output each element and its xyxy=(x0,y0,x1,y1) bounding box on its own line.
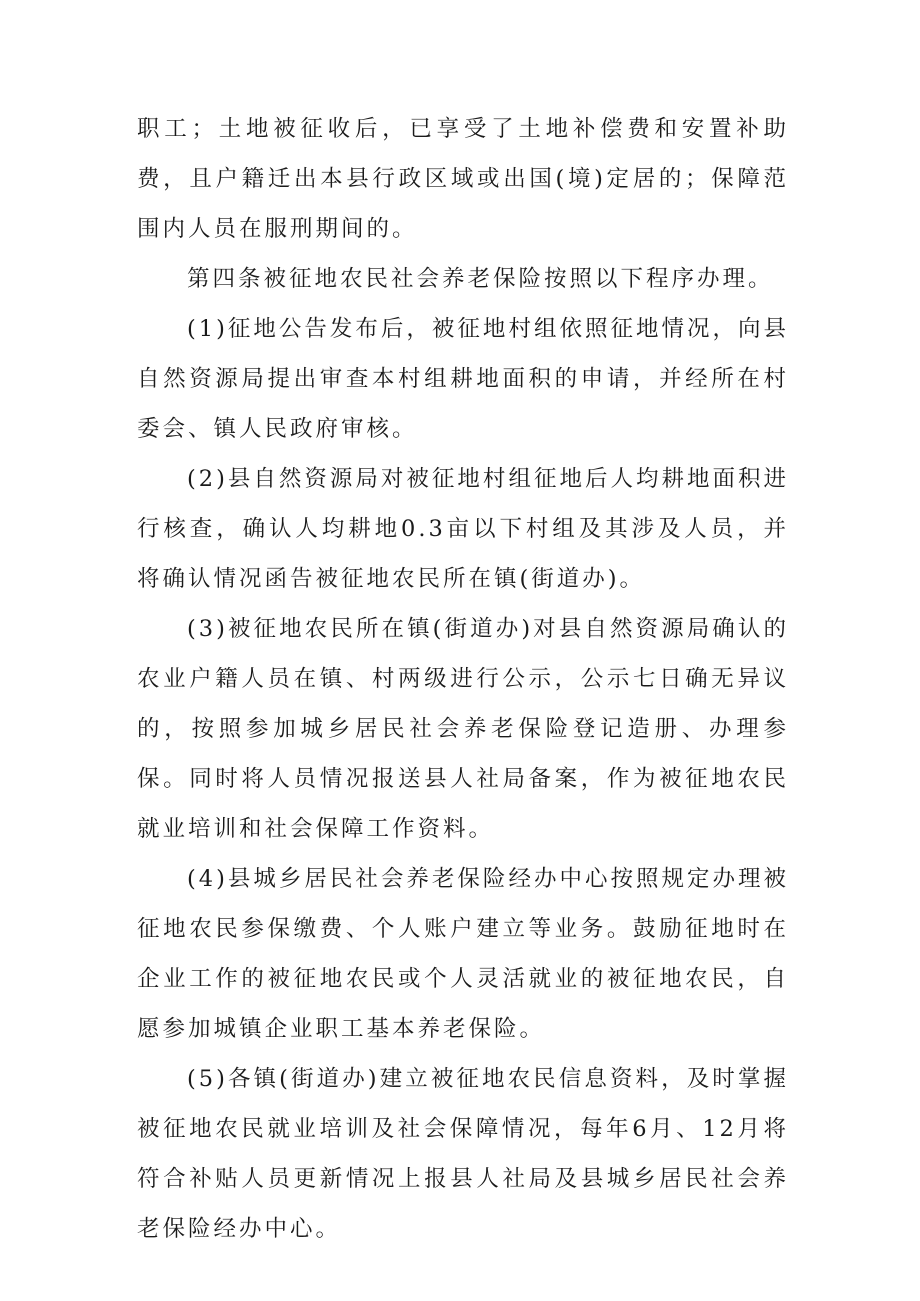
procedure-item-4: (4)县城乡居民社会养老保险经办中心按照规定办理被征地农民参保缴费、个人账户建立等业务。鼓励征地时在企业工作的被征地农民或个人灵活就业的被征地农民，自愿参加城镇企业职工基本养老保险。 xyxy=(137,866,789,1042)
document-body xyxy=(137,104,789,1254)
article-4-heading: 第四条被征地农民社会养老保险按照以下程序办理。 xyxy=(187,266,774,292)
procedure-item-3: (3)被征地农民所在镇(街道办)对县自然资源局确认的农业户籍人员在镇、村两级进行公示，公示七日确无异议的，按照参加城乡居民社会养老保险登记造册、办理参保。同时将人员情况报送县人社局备案，作为被征地农民就业培训和社会保障工作资料。 xyxy=(137,616,789,842)
procedure-item-5: (5)各镇(街道办)建立被征地农民信息资料，及时掌握被征地农民就业培训及社会保障情况，每年6月、12月将符合补贴人员更新情况上报县人社局及县城乡居民社会养老保险经办中心。 xyxy=(137,1066,789,1242)
procedure-item-2: (2)县自然资源局对被征地村组征地后人均耕地面积进行核查，确认人均耕地0.3亩以下村组及其涉及人员，并将确认情况函告被征地农民所在镇(街道办)。 xyxy=(137,466,789,592)
paragraph-continuation: 职工；土地被征收后，已享受了土地补偿费和安置补助费，且户籍迁出本县行政区域或出国(境)定居的；保障范围内人员在服刑期间的。 xyxy=(137,116,789,242)
procedure-item-1: (1)征地公告发布后，被征地村组依照征地情况，向县自然资源局提出审查本村组耕地面积的申请，并经所在村委会、镇人民政府审核。 xyxy=(137,316,789,442)
